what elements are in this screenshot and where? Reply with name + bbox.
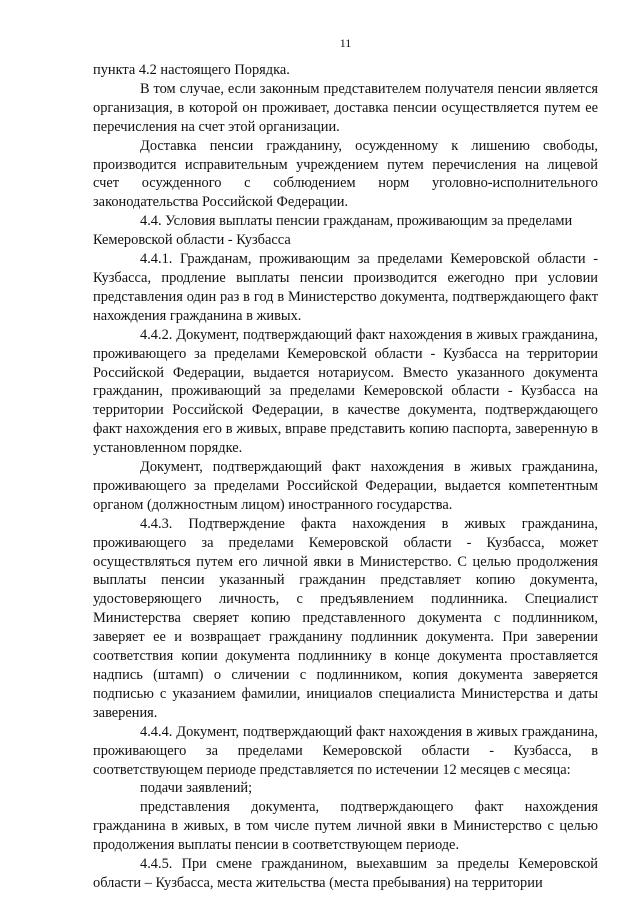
paragraph-4-4-3: 4.4.3. Подтверждение факта нахождения в живых гражданина, проживающего за пределами Кемеровской области - Кузбасса, может осуществляться путем его личной явки в Министерство. С целью продолжения выплаты пенсии указанный гражданин представляет копию документа, удостоверяющего личность, с предъявлением подлинника. Специалист Министерства сверяет копию представленного документа с подлинником, заверяет ее и возвращает гражданину подлинник документа. При заверении соответствия копии документа подлиннику в конце документа проставляется надпись (штамп) о сличении с подлинником, копия документа заверяется подписью с указанием фамилии, инициалов специалиста Министерства и даты заверения. bbox=[93, 515, 598, 721]
paragraph-convicted-delivery: Доставка пенсии гражданину, осужденному к лишению свободы, производится исправительным учреждением путем перечисления на лицевой счет осужденного с соблюдением норм уголовно-исполнительного законодательства Российской Федерации. bbox=[93, 137, 598, 211]
paragraph-4-4-2: 4.4.2. Документ, подтверждающий факт нахождения в живых гражданина, проживающего за пределами Кемеровской области - Кузбасса на территории Российской Федерации, выдается нотариусом. Вместо указанного документа гражданин, проживающий за пределами Кемеровской области - Кузбасса на территории Российской Федерации, в качестве документа, подтверждающего факт нахождения его в живых, вправе представить копию паспорта, заверенную в установленном порядке. bbox=[93, 326, 598, 457]
paragraph-foreign-document: Документ, подтверждающий факт нахождения в живых гражданина, проживающего за пределами Российской Федерации, выдается компетентным органом (должностным лицом) иностранного государства. bbox=[93, 459, 598, 513]
list-item-applications: подачи заявлений; bbox=[140, 780, 253, 797]
section-heading-4-4: 4.4. Условия выплаты пенсии гражданам, проживающим за пределами Кемеровской области - Кузбасса bbox=[93, 213, 573, 249]
paragraph-legal-representative: В том случае, если законным представителем получателя пенсии является организация, в которой он проживает, доставка пенсии осуществляется путем ее перечисления на счет этой организации. bbox=[93, 80, 598, 135]
paragraph-4-4-4: 4.4.4. Документ, подтверждающий факт нахождения в живых гражданина, проживающего за пределами Кемеровской области - Кузбасса, в соответствующем периоде представляется по истечении 12 месяцев с месяца: bbox=[93, 723, 598, 778]
page-number: 11 bbox=[339, 36, 352, 50]
paragraph-4-4-1: 4.4.1. Гражданам, проживающим за пределами Кемеровской области - Кузбасса, продление выплаты пенсии производится ежегодно при условии представления один раз в год в Министерство документа, подтверждающего факт нахождения гражданина в живых. bbox=[93, 251, 598, 324]
list-item-document-submission: представления документа, подтверждающего факт нахождения гражданина в живых, в том числе путем личной явки в Министерство с целью продолжения выплаты пенсии в соответствующем периоде. bbox=[93, 799, 598, 854]
paragraph-continuation: пункта 4.2 настоящего Порядка. bbox=[93, 62, 290, 78]
paragraph-4-4-5: 4.4.5. При смене гражданином, выехавшим за пределы Кемеровской области – Кузбасса, места жительства (места пребывания) на территории bbox=[93, 856, 598, 891]
